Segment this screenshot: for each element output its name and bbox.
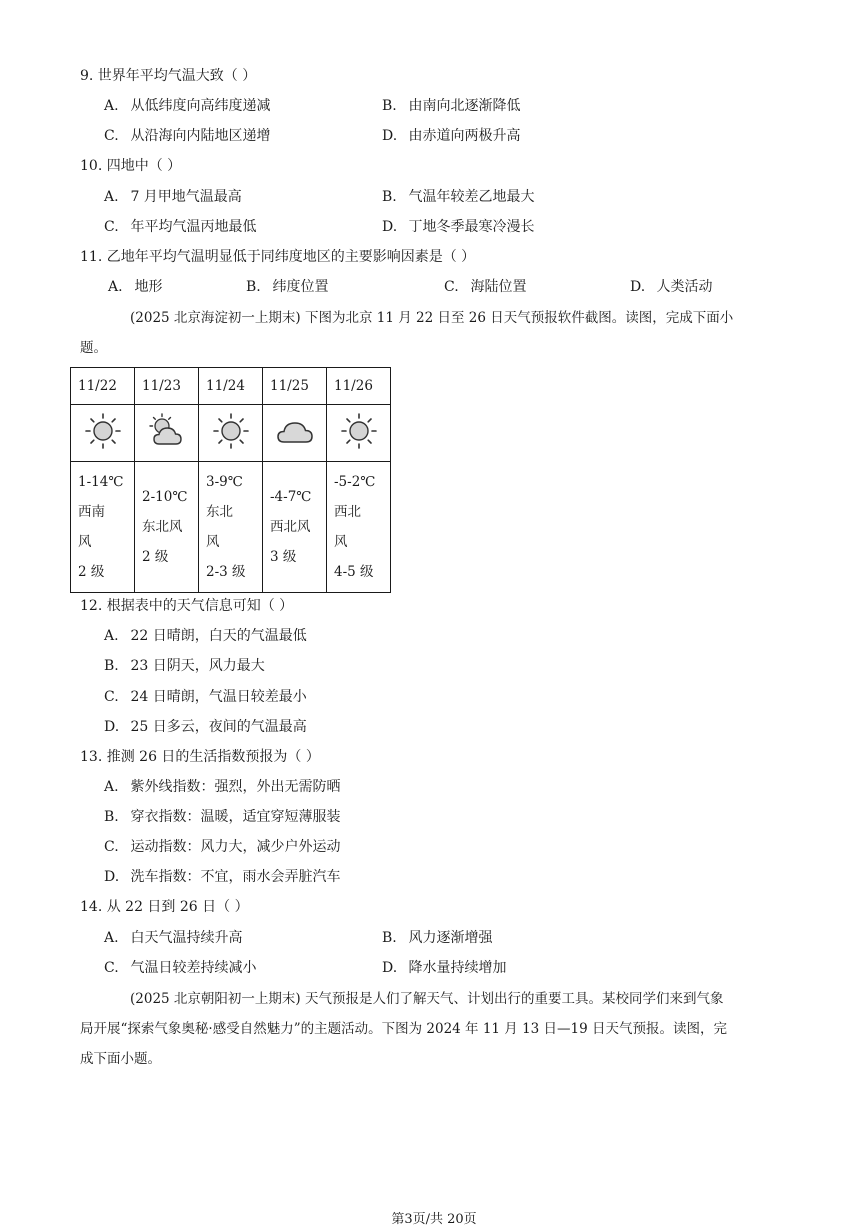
info-cell-1125 — [263, 462, 327, 593]
wind-level: 2 级 — [78, 564, 105, 580]
question-13-stem: 13. 推测 26 日的生活指数预报为（ ） — [80, 749, 320, 765]
option-14b[interactable]: B. 风力逐渐增强 — [382, 930, 493, 946]
option-10a[interactable]: A. 7 月甲地气温最高 — [104, 189, 242, 205]
temp-range: 1-14℃ — [78, 474, 124, 490]
option-12b[interactable]: B. 23 日阴天，风力最大 — [104, 658, 265, 674]
option-9b[interactable]: B. 由南向北逐渐降低 — [382, 98, 521, 114]
partly-cloudy-icon — [147, 411, 187, 451]
wind-text: 风 — [334, 534, 348, 550]
page-footer: 第3页/共 20页 — [391, 1212, 477, 1227]
intro-haidian-line1: (2025 北京海淀初一上期末) 下图为北京 11 月 22 日至 26 日天气预报软件截图。读图，完成下面小 — [130, 310, 734, 326]
info-row — [71, 462, 391, 593]
info-cell-1126 — [327, 462, 391, 593]
date-cell: 11/25 — [263, 368, 327, 405]
intro-chaoyang-line2: 局开展“探索气象奥秘·感受自然魅力”的主题活动。下图为 2024 年 11 月 13 日—19 日天气预报。读图，完 — [80, 1021, 728, 1037]
option-10d[interactable]: D. 丁地冬季最寒冷漫长 — [382, 219, 535, 235]
option-11b[interactable]: B. 纬度位置 — [246, 279, 329, 295]
cloud-icon — [275, 411, 315, 451]
option-9d[interactable]: D. 由赤道向两极升高 — [382, 128, 521, 144]
option-12c[interactable]: C. 24 日晴朗，气温日较差最小 — [104, 689, 307, 705]
option-11a[interactable]: A. 地形 — [108, 279, 163, 295]
date-cell: 11/26 — [327, 368, 391, 405]
sun-icon — [211, 411, 251, 451]
wind-text: 西南 — [78, 504, 105, 520]
option-13a[interactable]: A. 紫外线指数：强烈，外出无需防晒 — [104, 779, 341, 795]
info-cell-1124 — [199, 462, 263, 593]
question-9-stem: 9. 世界年平均气温大致（ ） — [80, 68, 257, 84]
info-cell-1122 — [71, 462, 135, 593]
option-12d[interactable]: D. 25 日多云，夜间的气温最高 — [104, 719, 307, 735]
question-10-stem: 10. 四地中（ ） — [80, 158, 182, 174]
date-cell: 11/22 — [71, 368, 135, 405]
option-14c[interactable]: C. 气温日较差持续减小 — [104, 960, 257, 976]
sun-icon — [83, 411, 123, 451]
option-11d[interactable]: D. 人类活动 — [630, 279, 713, 295]
intro-chaoyang-line3: 成下面小题。 — [80, 1051, 161, 1067]
weather-forecast-table — [70, 367, 391, 593]
option-11c[interactable]: C. 海陆位置 — [444, 279, 527, 295]
option-10c[interactable]: C. 年平均气温丙地最低 — [104, 219, 257, 235]
wind-text: 风 — [206, 534, 220, 550]
option-9a[interactable]: A. 从低纬度向高纬度递减 — [104, 98, 271, 114]
option-14d[interactable]: D. 降水量持续增加 — [382, 960, 507, 976]
intro-chaoyang-line1: (2025 北京朝阳初一上期末) 天气预报是人们了解天气、计划出行的重要工具。某校同学们来到气象 — [130, 991, 724, 1007]
date-cell: 11/24 — [199, 368, 263, 405]
wind-text: 东北风 — [142, 519, 183, 535]
question-14-stem: 14. 从 22 日到 26 日（ ） — [80, 899, 249, 915]
wind-level: 2-3 级 — [206, 564, 246, 580]
option-13d[interactable]: D. 洗车指数：不宜，雨水会弄脏汽车 — [104, 869, 341, 885]
wind-level: 2 级 — [142, 549, 169, 565]
option-10b[interactable]: B. 气温年较差乙地最大 — [382, 189, 535, 205]
option-13c[interactable]: C. 运动指数：风力大，减少户外运动 — [104, 839, 341, 855]
wind-level: 3 级 — [270, 549, 297, 565]
question-12-stem: 12. 根据表中的天气信息可知（ ） — [80, 598, 294, 614]
option-9c[interactable]: C. 从沿海向内陆地区递增 — [104, 128, 271, 144]
question-11-stem: 11. 乙地年平均气温明显低于同纬度地区的主要影响因素是（ ） — [80, 249, 476, 265]
option-13b[interactable]: B. 穿衣指数：温暖，适宜穿短薄服装 — [104, 809, 341, 825]
info-cell-1123 — [135, 462, 199, 593]
date-row — [71, 368, 391, 405]
wind-text: 西北风 — [270, 519, 311, 535]
wind-text: 风 — [78, 534, 92, 550]
temp-range: 3-9℃ — [206, 474, 243, 490]
temp-range: -5-2℃ — [334, 474, 376, 490]
intro-haidian-line2: 题。 — [80, 340, 107, 356]
temp-range: 2-10℃ — [142, 489, 188, 505]
wind-text: 东北 — [206, 504, 233, 520]
sun-icon — [339, 411, 379, 451]
wind-text: 西北 — [334, 504, 361, 520]
option-12a[interactable]: A. 22 日晴朗，白天的气温最低 — [104, 628, 307, 644]
icon-row — [71, 405, 391, 462]
date-cell: 11/23 — [135, 368, 199, 405]
temp-range: -4-7℃ — [270, 489, 312, 505]
wind-level: 4-5 级 — [334, 564, 374, 580]
option-14a[interactable]: A. 白天气温持续升高 — [104, 930, 243, 946]
